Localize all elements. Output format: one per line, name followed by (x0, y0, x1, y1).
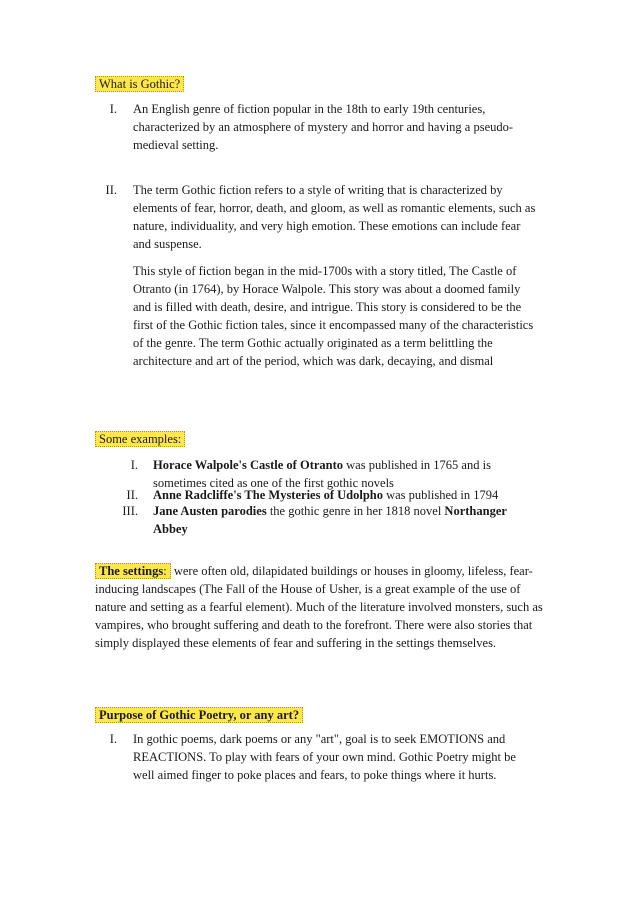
heading-purpose (95, 706, 303, 724)
list-number: II. (105, 183, 117, 197)
settings-text: were often old, dilapidated buildings or houses in gloomy, lifeless, fear-inducing landscapes (The Fall of the House of Usher, is a great example of the use of nature and setting as a fearful element). Much of the literature involved monsters, such as vampires, who brought suffering and death to the forefront. There were also stories that simply displayed these elements of fear and suffering in the settings themselves. (95, 564, 543, 650)
list-item-text: In gothic poems, dark poems or any "art", goal is to seek EMOTIONS and REACTIONS. To play with fears of your own mind. Gothic Poetry might be well aimed finger to poke places and fears, to poke things where it hurts. (133, 732, 516, 782)
bold-title: Anne Radcliffe's The Mysteries of Udolpho (153, 488, 383, 502)
highlighted-heading: Purpose of Gothic Poetry, or any art? (95, 707, 303, 723)
bold-title: Northanger Abbey (153, 504, 507, 536)
list-item-text: The term Gothic fiction refers to a style of writing that is characterized by elements of fear, horror, death, and gloom, as well as romantic elements, such as nature, individuality, and very high emotion. These emotions can include fear and suspense. (133, 183, 536, 251)
list-number: I. (109, 732, 117, 746)
list-number: I. (109, 102, 117, 116)
list-item-text (153, 502, 543, 538)
item-rest: the gothic genre in her 1818 novel (266, 504, 445, 518)
settings-paragraph (95, 562, 545, 652)
item-rest: was published in 1794 (382, 488, 499, 502)
heading-some-examples (95, 430, 185, 448)
list-number: III. (122, 504, 138, 518)
list-number: II. (126, 488, 138, 502)
heading-what-is-gothic (95, 75, 184, 93)
highlighted-heading: What is Gothic? (95, 76, 184, 92)
bold-title: Jane Austen parodies (153, 504, 267, 518)
highlighted-heading: The settings: (95, 563, 171, 579)
highlighted-heading: Some examples: (95, 431, 185, 447)
list-number: I. (130, 458, 138, 472)
list-item-paragraph: This style of fiction began in the mid-1700s with a story titled, The Castle of Otranto (in 1764), by Horace Walpole. This story was about a doomed family and is filled with death, desire, and intrigue. This story is considered to be the first of the Gothic fiction tales, since it encompassed many of the characteristics of the genre. The term Gothic actually originated as a term belittling the architecture and art of the period, which was dark, decaying, and dismal (133, 264, 534, 368)
list-item-text: An English genre of fiction popular in the 18th to early 19th centuries, characterized by an atmosphere of mystery and horror and having a pseudo-medieval setting. (133, 102, 514, 152)
item-rest: was published in 1765 and is sometimes cited as one of the first gothic novels (153, 458, 491, 490)
bold-title: Horace Walpole's Castle of Otranto (153, 458, 344, 472)
